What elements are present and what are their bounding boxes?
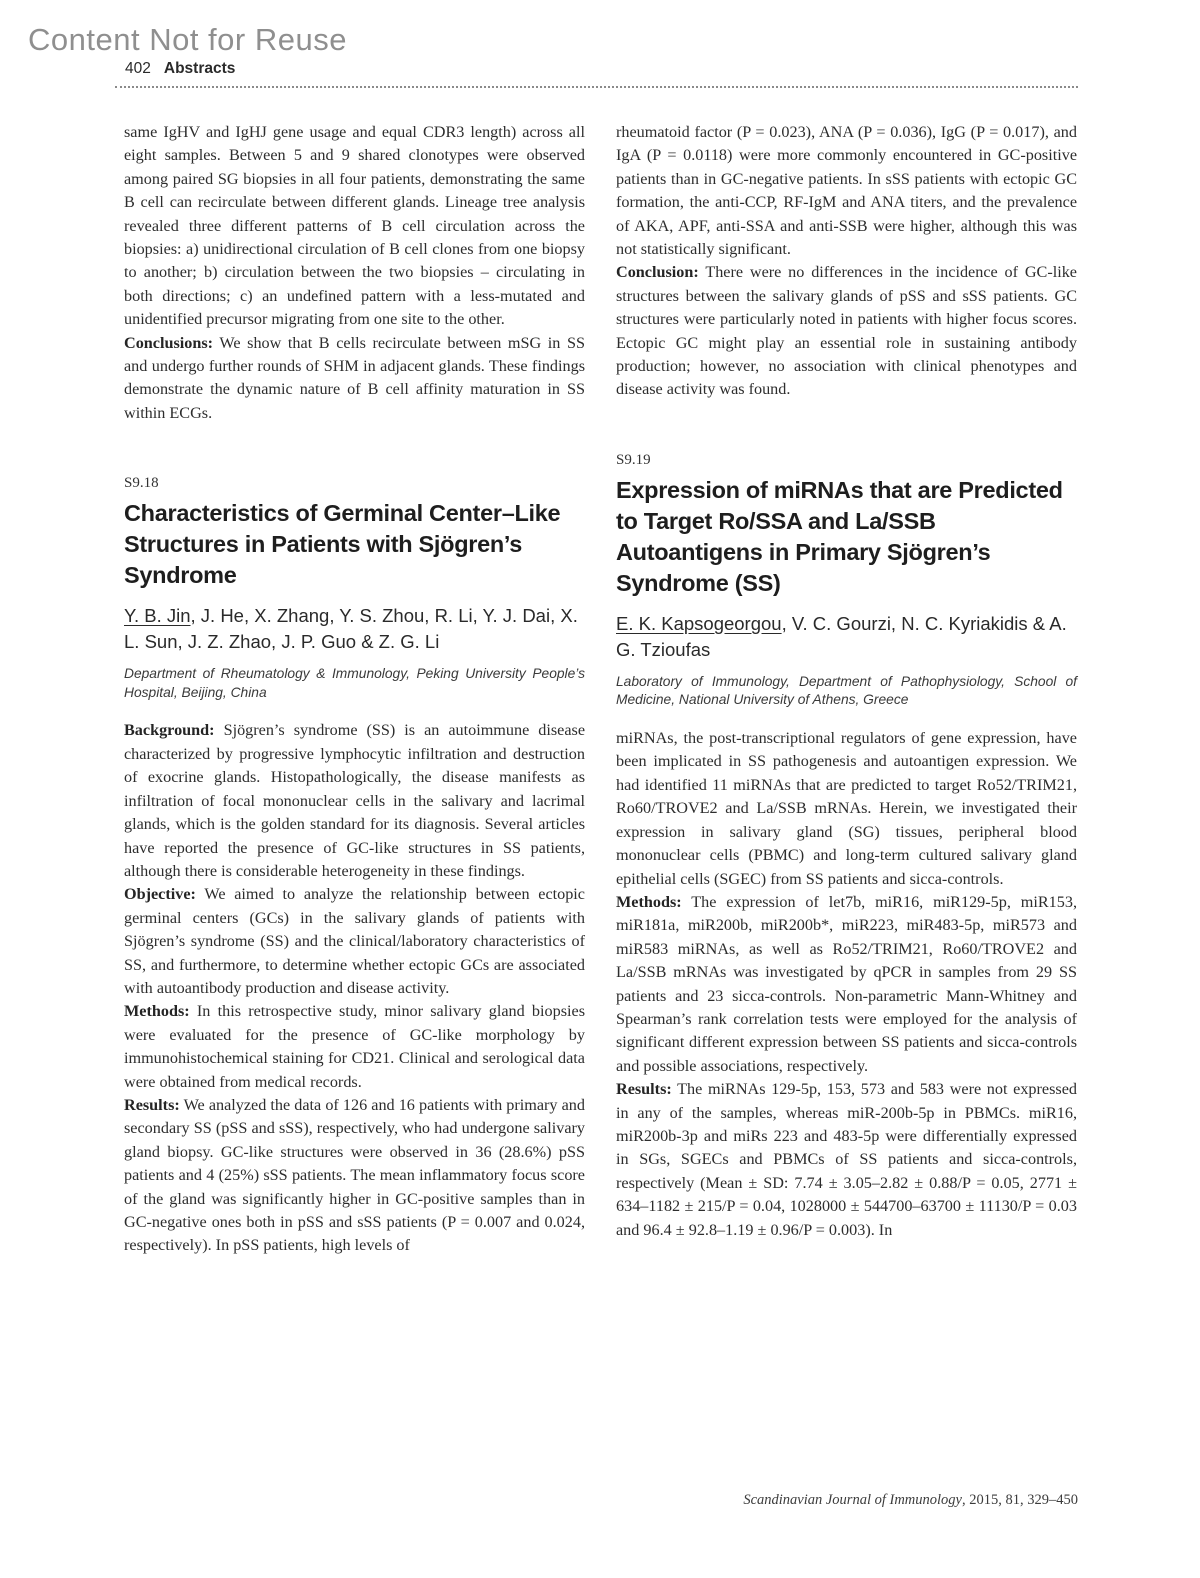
methods-paragraph: Methods: The expression of let7b, miR16, miR129-5p, miR153, miR181a, miR200b, miR200b*, miR223, miR483-5p, miR573 and miR583 miRNAs, as well as Ro52/TRIM21, Ro60/TROVE2 and La/SSB mRNAs was investigated by qPCR in samples from 29 SS patients and 23 sicca-controls. Non-parametric Mann-Whitney and Spearman’s rank correlation tests were employed for the analysis of significant different expression between SS patients and sicca-controls and possible associations, respectively. <box>616 892 1077 1075</box>
abstract-authors <box>616 611 1077 663</box>
results-paragraph: Results: The miRNAs 129-5p, 153, 573 and 583 were not expressed in any of the samples, whereas miR-200b-5p in PBMCs. miR16, miR200b-3p and miRs 223 and 483-5p were differentially expressed in SGs, SGECs and PBMCs of SS patients and sicca-controls, respectively (Mean ± SD: 7.74 ± 3.05–2.82 ± 0.88/P = 0.05, 2771 ± 634–1182 ± 215/P = 0.04, 1028000 ± 544700–63700 ± 11130/P = 0.03 and 96.4 ± 92.8–1.19 ± 0.96/P = 0.003). In <box>616 1080 1077 1239</box>
two-column-layout <box>124 121 1078 1258</box>
citation-details: , 2015, 81, 329–450 <box>962 1492 1078 1508</box>
abstract-code: S9.19 <box>616 451 651 468</box>
dotted-divider <box>115 86 1078 88</box>
continuation-paragraph: same IgHV and IgHJ gene usage and equal CDR3 length) across all eight samples. Between 5 and 9 shared clonotypes were observed among paired SG biopsies in all four patients, demonstrating the same B cell can recirculate between different glands. Lineage tree analysis revealed three different patterns of B cell circulation across the biopsies: a) unidirectional circulation of B cell clones from one biopsy to another; b) circulation between the two biopsies – circulating in both directions; c) an undefined pattern with a less-mutated and unidentified precursor migrating from one site to the other. <box>124 123 585 329</box>
continuation-paragraph: rheumatoid factor (P = 0.023), ANA (P = 0.036), IgG (P = 0.017), and IgA (P = 0.0118) were more commonly encountered in GC-positive patients than in GC-negative patients. In sSS patients with ectopic GC formation, the anti-CCP, RF-IgM and ANA titers, and the prevalence of AKA, APF, anti-SSA and anti-SSB were higher, although this was not statistically significant. <box>616 123 1077 259</box>
abstract-code: S9.18 <box>124 475 159 492</box>
section-label: Abstracts <box>163 60 236 77</box>
page-header <box>125 60 235 78</box>
abstract-affiliation: Laboratory of Immunology, Department of Pathophysiology, School of Medicine, National University of Athens, Greece <box>616 673 1077 708</box>
coauthors: , J. He, X. Zhang, Y. S. Zhou, R. Li, Y. J. Dai, X. L. Sun, J. Z. Zhao, J. P. Guo & Z. G. Li <box>124 605 578 653</box>
presenting-author: Y. B. Jin <box>124 605 191 627</box>
objective-paragraph: Objective: We aimed to analyze the relationship between ectopic germinal centers (GCs) in the salivary glands of patients with Sjögren’s syndrome (SS) and the clinical/laboratory characteristics of SS, and furthermore, to determine whether ectopic GCs are associated with autoantibody production and disease activity. <box>124 885 585 997</box>
journal-name: Scandinavian Journal of Immunology <box>743 1492 962 1508</box>
abstract-title: Expression of miRNAs that are Predicted to Target Ro/SSA and La/SSB Autoantigens in Primary Sjögren’s Syndrome (SS) <box>616 476 1063 596</box>
background-paragraph: Background: Sjögren’s syndrome (SS) is an autoimmune disease characterized by progressive lymphocytic infiltration and destruction of exocrine glands. Histopathologically, the disease manifests as infiltration of focal mononuclear cells in the salivary and lacrimal glands, which is the golden standard for its diagnosis. Several articles have reported the presence of GC-like structures in SS patients, although there is considerable heterogeneity in these findings. <box>124 721 586 880</box>
column-left <box>124 121 585 1258</box>
abstract-s9-18 <box>124 473 585 1258</box>
page-number: 402 <box>125 60 151 77</box>
abstract-affiliation: Department of Rheumatology & Immunology, Peking University People’s Hospital, Beijing, China <box>124 666 585 700</box>
conclusions-paragraph: Conclusions: We show that B cells recirculate between mSG in SS and undergo further rounds of SHM in adjacent glands. These findings demonstrate the dynamic nature of B cell affinity maturation in SS within ECGs. <box>124 333 585 422</box>
abstract-title: Characteristics of Germinal Center–Like Structures in Patients with Sjögren’s Syndrome <box>124 500 561 589</box>
conclusion-paragraph: Conclusion: There were no differences in the incidence of GC-like structures between the salivary glands of pSS and sSS patients. GC structures were particularly noted in patients with higher focus scores. Ectopic GC might play an essential role in sustaining antibody production; however, no association with clinical phenotypes and disease activity was found. <box>616 263 1077 399</box>
methods-paragraph: Methods: In this retrospective study, minor salivary gland biopsies were evaluated for the presence of GC-like morphology by immunohistochemical staining for CD21. Clinical and serological data were obtained from medical records. <box>124 1002 585 1091</box>
column-right <box>616 121 1077 1258</box>
results-paragraph: Results: We analyzed the data of 126 and 16 patients with primary and secondary SS (pSS and sSS), respectively, who had undergone salivary gland biopsy. GC-like structures were observed in 36 (28.6%) pSS patients and 4 (25%) sSS patients. The mean inflammatory focus score of the gland was significantly higher in GC-positive samples than in GC-negative ones both in pSS and sSS patients (P = 0.007 and 0.024, respectively). In pSS patients, high levels of <box>124 1095 585 1255</box>
watermark-text: Content Not for Reuse <box>28 22 347 57</box>
abstract-authors <box>124 603 585 655</box>
abstract-s9-19 <box>616 450 1077 1242</box>
intro-paragraph: miRNAs, the post-transcriptional regulators of gene expression, have been implicated in SS pathogenesis and autoantigen expression. We had identified 11 miRNAs that are predicted to target Ro52/TRIM21, Ro60/TROVE2 and La/SSB mRNAs. Herein, we investigated their expression in salivary gland (SG) tissues, peripheral blood mononuclear cells (PBMC) and long-term cultured salivary gland epithelial cells (SGEC) from SS patients and sicca-controls. <box>616 729 1077 888</box>
presenting-author: E. K. Kapsogeorgou <box>616 612 782 634</box>
coauthors: , V. C. Gourzi, N. C. Kyriakidis & A. G. Tzioufas <box>616 612 1067 660</box>
footer-citation <box>743 1492 1078 1509</box>
